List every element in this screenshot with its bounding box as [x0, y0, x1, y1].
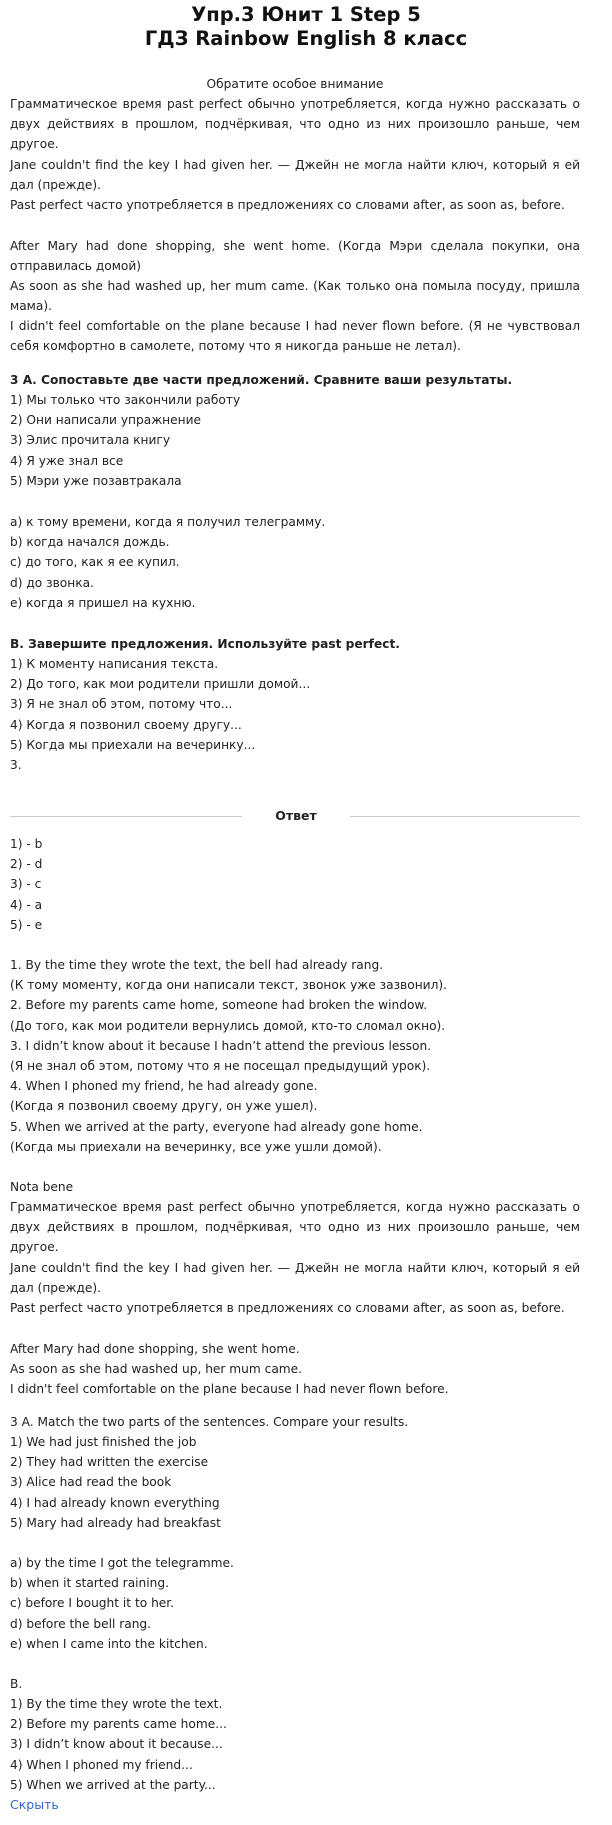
english-b-items: [10, 1694, 580, 1795]
list-item: 4. When I phoned my friend, he had already gone.: [10, 1079, 318, 1094]
list-item: 1) By the time they wrote the text.: [10, 1697, 223, 1711]
list-item: 1) We had just finished the job: [10, 1435, 197, 1449]
answer-label: Ответ: [275, 808, 317, 823]
list-item: 3.: [10, 758, 22, 773]
english-a-options: [10, 1553, 580, 1654]
list-item: 5. When we arrived at the party, everyone had already gone home.: [10, 1119, 423, 1134]
list-item: I didn't feel comfortable on the plane because I had never flown before.: [10, 1382, 449, 1397]
list-item: a) by the time I got the telegramme.: [10, 1556, 234, 1570]
list-item: c) до того, как я ее купил.: [10, 555, 180, 570]
page-subtitle: ГДЗ Rainbow English 8 класс: [144, 27, 468, 50]
list-item: 2) - d: [10, 857, 43, 872]
list-item: 4) When I phoned my friend...: [10, 1757, 193, 1772]
list-item: c) before I bought it to her.: [10, 1596, 175, 1611]
attention-paragraph: Грамматическое время past perfect обычно употребляется, когда нужно рассказать о двух действиях в прошлом, подчёркивая, что одно из них произошло раньше, чем другое.: [10, 97, 580, 152]
task-b-heading: B. Завершите предложения. Используйте past perfect.: [10, 637, 400, 651]
task-a-options: [10, 512, 580, 613]
divider-line: [350, 816, 580, 817]
list-item: 2) До того, как мои родители пришли домой...: [10, 677, 311, 692]
list-item: 2) Before my parents came home...: [10, 1717, 227, 1732]
list-item: After Mary had done shopping, she went home.: [10, 1342, 300, 1356]
attention-paragraph: Past perfect часто употребляется в предложениях со словами after, as soon as, before.: [10, 198, 565, 212]
list-item: (До того, как мои родители вернулись домой, кто-то сломал окно).: [10, 1018, 446, 1033]
list-item: 4) I had already known everything: [10, 1495, 220, 1510]
list-item: 5) Когда мы приехали на вечеринку...: [10, 737, 256, 752]
list-item: e) когда я пришел на кухню.: [10, 595, 196, 610]
nota-heading: Nota bene: [10, 1180, 74, 1194]
list-item: 1) К моменту написания текста.: [10, 657, 219, 671]
list-item: 1. By the time they wrote the text, the bell had already rang.: [10, 958, 384, 972]
list-item: (К тому моменту, когда они написали текст, звонок уже зазвонил).: [10, 978, 448, 993]
list-item: 3) Alice had read the book: [10, 1475, 172, 1490]
list-item: 3) Элис прочитала книгу: [10, 433, 171, 448]
nota-paragraph: Past perfect часто употребляется в предложениях со словами after, as soon as, before.: [10, 1301, 565, 1315]
hide-link[interactable]: Скрыть: [10, 1797, 59, 1812]
attention-example: Jane couldn't find the key I had given her. — Джейн не могла найти ключ, который я ей дал (прежде).: [10, 158, 580, 193]
list-item: 4) Я уже знал все: [10, 453, 124, 468]
list-item: (Когда мы приехали на вечеринку, все уже ушли домой).: [10, 1139, 382, 1154]
list-item: 4) Когда я позвонил своему другу...: [10, 717, 242, 732]
list-item: d) до звонка.: [10, 575, 94, 590]
answer-matches: [10, 834, 580, 935]
task-a-items: [10, 390, 580, 491]
answer-sentences: [10, 955, 580, 1157]
english-b-heading: B.: [10, 1677, 23, 1691]
english-a-heading: 3 A. Match the two parts of the sentences. Compare your results.: [10, 1415, 409, 1429]
nota-lines: [10, 1339, 580, 1400]
english-a-items: [10, 1432, 580, 1533]
list-item: 1) Мы только что закончили работу: [10, 393, 241, 407]
list-item: 1) - b: [10, 837, 43, 851]
attention-example: I didn't feel comfortable on the plane because I had never flown before. (Я не чувствовал себя комфортно в самолете, потому что я никогда раньше не летал).: [10, 319, 580, 354]
attention-example: As soon as she had washed up, her mum came. (Как только она помыла посуду, пришла мама).: [10, 279, 580, 314]
list-item: 5) Мэри уже позавтракала: [10, 473, 182, 488]
list-item: 5) When we arrived at the party...: [10, 1777, 216, 1792]
list-item: 3) I didn’t know about it because...: [10, 1737, 223, 1752]
attention-heading: Обратите особое внимание: [206, 77, 384, 91]
list-item: 5) - e: [10, 917, 43, 932]
list-item: 2. Before my parents came home, someone had broken the window.: [10, 998, 428, 1013]
list-item: 3) Я не знал об этом, потому что...: [10, 697, 233, 712]
list-item: a) к тому времени, когда я получил телеграмму.: [10, 515, 326, 529]
divider-line: [10, 816, 242, 817]
list-item: b) когда начался дождь.: [10, 535, 170, 550]
list-item: 4) - a: [10, 897, 43, 912]
list-item: d) before the bell rang.: [10, 1616, 152, 1631]
list-item: 3) - c: [10, 877, 42, 892]
list-item: b) when it started raining.: [10, 1576, 169, 1591]
task-a-heading: 3 А. Сопоставьте две части предложений. Сравните ваши результаты.: [10, 373, 513, 387]
nota-paragraph: Грамматическое время past perfect обычно употребляется, когда нужно рассказать о двух действиях в прошлом, подчёркивая, что одно из них произошло раньше, чем другое.: [10, 1200, 580, 1255]
list-item: 2) They had written the exercise: [10, 1455, 209, 1470]
list-item: 3. I didn’t know about it because I hadn’t attend the previous lesson.: [10, 1038, 432, 1053]
page-title: Упр.3 Юнит 1 Step 5: [191, 3, 421, 26]
answer-divider: [10, 806, 580, 826]
list-item: 5) Mary had already had breakfast: [10, 1515, 221, 1530]
list-item: (Когда я позвонил своему другу, он уже ушел).: [10, 1099, 318, 1114]
list-item: e) when I came into the kitchen.: [10, 1636, 208, 1651]
attention-example: After Mary had done shopping, she went home. (Когда Мэри сделала покупки, она отправилась домой): [10, 239, 580, 274]
task-b-items: [10, 654, 580, 775]
nota-example: Jane couldn't find the key I had given her. — Джейн не могла найти ключ, который я ей дал (прежде).: [10, 1261, 580, 1296]
list-item: As soon as she had washed up, her mum came.: [10, 1362, 303, 1377]
list-item: (Я не знал об этом, потому что я не посещал предыдущий урок).: [10, 1059, 431, 1074]
list-item: 2) Они написали упражнение: [10, 413, 202, 428]
